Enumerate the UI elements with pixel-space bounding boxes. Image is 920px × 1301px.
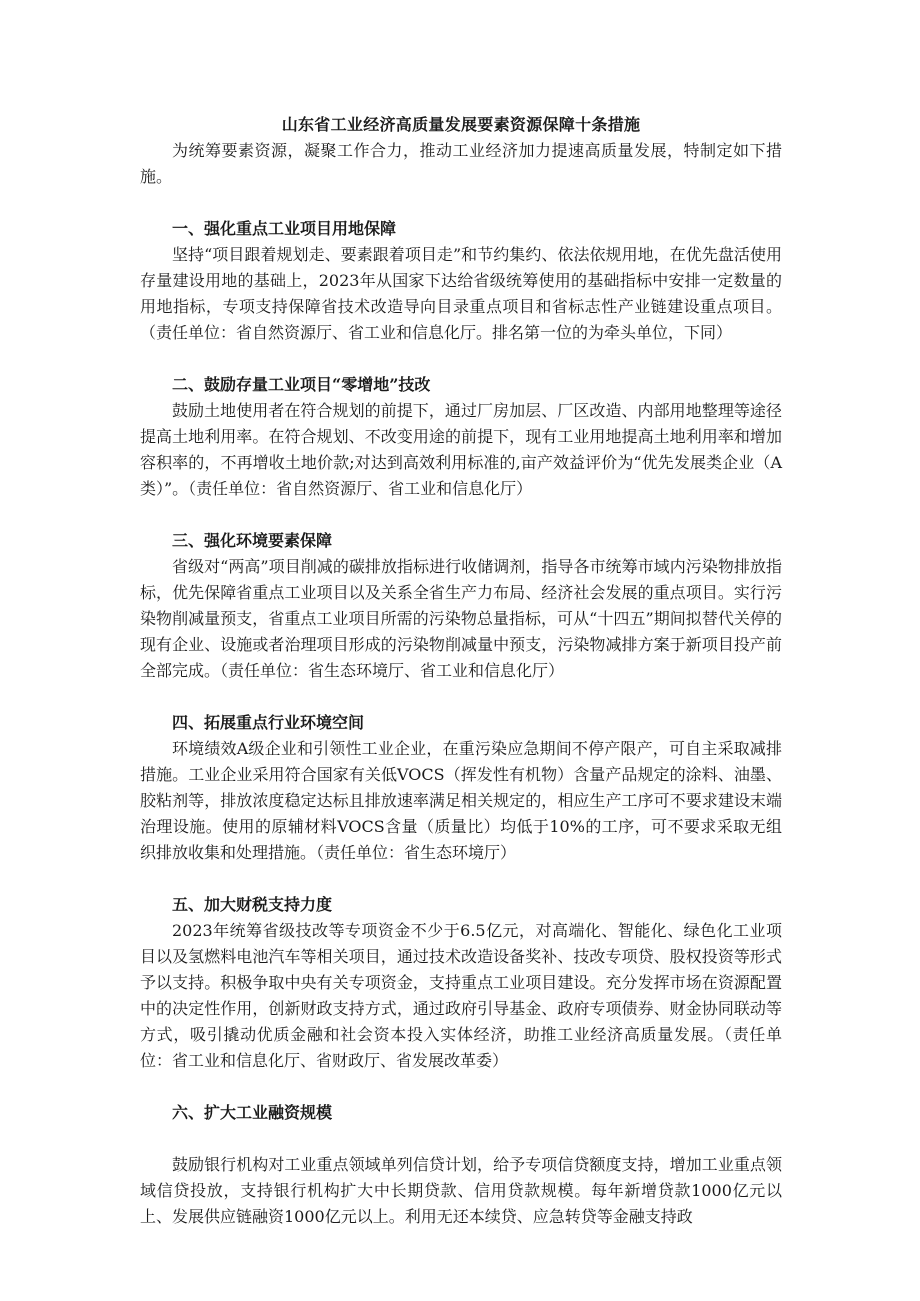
section-heading: 二、鼓励存量工业项目“零增地”技改 [172, 375, 431, 394]
section-6 [140, 1100, 782, 1230]
intro-paragraph: 为统筹要素资源，凝聚工作合力，推动工业经济加力提速高质量发展，特制定如下措施。 [140, 141, 782, 186]
section-heading: 五、加大财税支持力度 [172, 895, 333, 914]
section-heading: 三、强化环境要素保障 [172, 531, 333, 550]
section-heading: 六、扩大工业融资规模 [172, 1103, 333, 1122]
section-body: 鼓励银行机构对工业重点领域单列信贷计划，给予专项信贷额度支持，增加工业重点领域信贷投放，支持银行机构扩大中长期贷款、信用贷款规模。每年新增贷款1000亿元以上、发展供应链融资1000亿元以上。利用无还本续贷、应急转贷等金融支持政 [140, 1155, 782, 1226]
section-body: 鼓励土地使用者在符合规划的前提下，通过厂房加层、厂区改造、内部用地整理等途径提高土地利用率。在符合规划、不改变用途的前提下，现有工业用地提高土地利用率和增加容积率的，不再增收土地价款;对达到高效利用标准的,亩产效益评价为“优先发展类企业（A类）”。（责任单位：省自然资源厅、省工业和信息化厅） [140, 401, 782, 498]
section-body: 省级对“两高”项目削减的碳排放指标进行收储调剂，指导各市统筹市域内污染物排放指标，优先保障省重点工业项目以及关系全省生产力布局、经济社会发展的重点项目。实行污染物削减量预支，省重点工业项目所需的污染物总量指标，可从“十四五”期间拟替代关停的现有企业、设施或者治理项目形成的污染物削减量中预支，污染物减排方案于新项目投产前全部完成。（责任单位：省生态环境厅、省工业和信息化厅） [140, 557, 782, 680]
section-5 [140, 892, 782, 1074]
section-body: 2023年统筹省级技改等专项资金不少于6.5亿元，对高端化、智能化、绿色化工业项目以及氢燃料电池汽车等相关项目，通过技术改造设备奖补、技改专项贷、股权投资等形式予以支持。积极争取中央有关专项资金，支持重点工业项目建设。充分发挥市场在资源配置中的决定性作用，创新财政支持方式，通过政府引导基金、政府专项债券、财金协同联动等方式，吸引撬动优质金融和社会资本投入实体经济，助推工业经济高质量发展。（责任单位：省工业和信息化厅、省财政厅、省发展改革委） [140, 921, 782, 1070]
section-heading: 四、拓展重点行业环境空间 [172, 713, 365, 732]
document-title: 山东省工业经济高质量发展要素资源保障十条措施 [281, 115, 641, 134]
section-2 [140, 372, 782, 502]
section-1 [140, 216, 782, 346]
section-heading: 一、强化重点工业项目用地保障 [172, 219, 397, 238]
section-body: 坚持“项目跟着规划走、要素跟着项目走”和节约集约、依法依规用地，在优先盘活使用存量建设用地的基础上，2023年从国家下达给省级统筹使用的基础指标中安排一定数量的用地指标，专项支持保障省技术改造导向目录重点项目和省标志性产业链建设重点项目。（责任单位：省自然资源厅、省工业和信息化厅。排名第一位的为牵头单位，下同） [140, 245, 782, 342]
section-body: 环境绩效A级企业和引领性工业企业，在重污染应急期间不停产限产，可自主采取减排措施。工业企业采用符合国家有关低VOCS（挥发性有机物）含量产品规定的涂料、油墨、胶粘剂等，排放浓度稳定达标且排放速率满足相关规定的，相应生产工序可不要求建设末端治理设施。使用的原辅材料VOCS含量（质量比）均低于10%的工序，可不要求采取无组织排放收集和处理措施。（责任单位：省生态环境厅） [140, 739, 782, 862]
section-4 [140, 710, 782, 866]
section-3 [140, 528, 782, 684]
